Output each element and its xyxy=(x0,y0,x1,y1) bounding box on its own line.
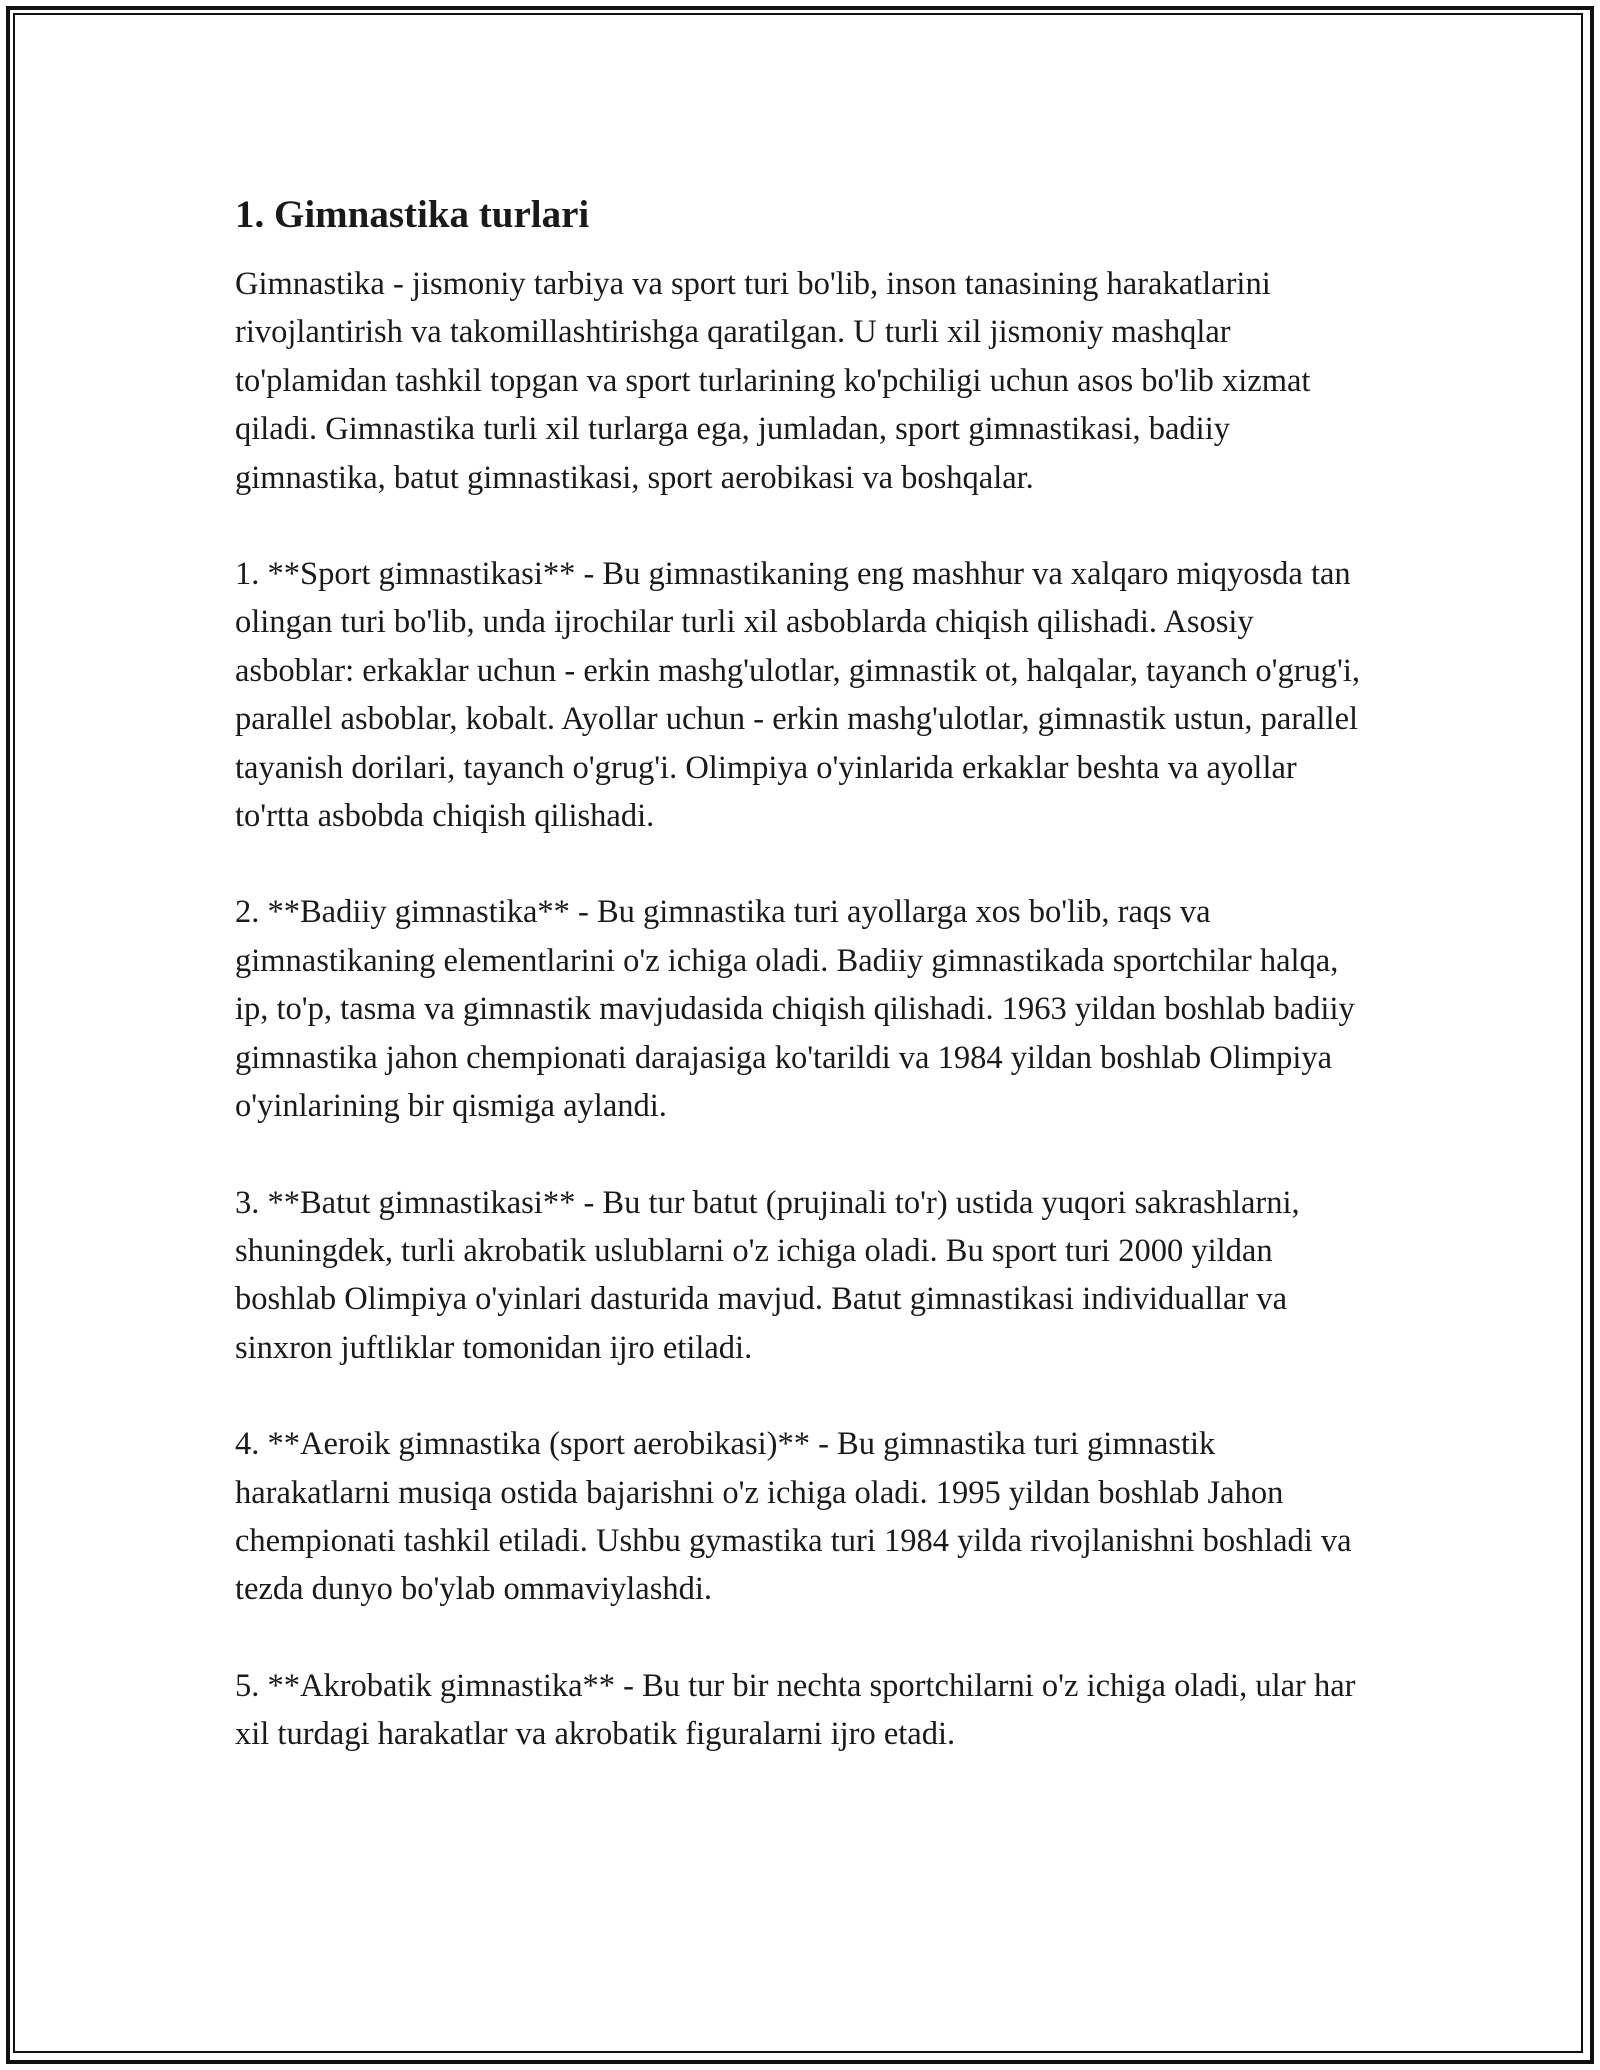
document-body xyxy=(235,188,1375,1807)
paragraph-rhythmic-gymnastics: 2. **Badiiy gimnastika** - Bu gimnastika turi ayollarga xos bo'lib, raqs va gimnastikaning elementlarini o'z ichiga oladi. Badiiy gimnastikada sportchilar halqa, ip, to'p, tasma va gimnastik mavjudasida chiqish qilishadi. 1963 yildan boshlab badiiy gimnastika jahon chempionati darajasiga ko'tarildi va 1984 yildan boshlab Olimpiya o'yinlarining bir qismiga aylandi. xyxy=(235,894,1355,1125)
paragraph-acrobatic-gymnastics: 5. **Akrobatik gimnastika** - Bu tur bir nechta sportchilarni o'z ichiga oladi, ular har xil turdagi harakatlar va akrobatik figuralarni ijro etadi. xyxy=(235,1667,1356,1753)
paragraph-aerobic-gymnastics: 4. **Aeroik gimnastika (sport aerobikasi)** - Bu gimnastika turi gimnastik harakatlarni musiqa ostida bajarishni o'z ichiga oladi. 1995 yildan boshlab Jahon chempionati tashkil etiladi. Ushbu gymastika turi 1984 yilda rivojlanishni boshladi va tezda dunyo bo'ylab ommaviylashdi. xyxy=(235,1426,1352,1608)
intro-paragraph: Gimnastika - jismoniy tarbiya va sport turi bo'lib, inson tanasining harakatlarini rivojlantirish va takomillashtirishga qaratilgan. U turli xil jismoniy mashqlar to'plamidan tashkil topgan va sport turlarining ko'pchiligi uchun asos bo'lib xizmat qiladi. Gimnastika turli xil turlarga ega, jumladan, sport gimnastikasi, badiiy gimnastika, batut gimnastikasi, sport aerobikasi va boshqalar. xyxy=(235,266,1311,496)
paragraph-trampoline-gymnastics: 3. **Batut gimnastikasi** - Bu tur batut (prujinali to'r) ustida yuqori sakrashlarni, shuningdek, turli akrobatik uslublarni o'z ichiga oladi. Bu sport turi 2000 yildan boshlab Olimpiya o'yinlari dasturida mavjud. Batut gimnastikasi individuallar va sinxron juftliklar tomonidan ijro etiladi. xyxy=(235,1184,1300,1366)
section-heading: 1. Gimnastika turlari xyxy=(235,193,590,236)
paragraph-sport-gymnastics: 1. **Sport gimnastikasi** - Bu gimnastikaning eng mashhur va xalqaro miqyosda tan olingan turi bo'lib, unda ijrochilar turli xil asboblarda chiqish qilishadi. Asosiy asboblar: erkaklar uchun - erkin mashg'ulotlar, gimnastik ot, halqalar, tayanch o'grug'i, parallel asboblar, kobalt. Ayollar uchun - erkin mashg'ulotlar, gimnastik ustun, parallel tayanish dorilari, tayanch o'grug'i. Olimpiya o'yinlarida erkaklar beshta va ayollar to'rtta asbobda chiqish qilishadi. xyxy=(235,556,1361,835)
